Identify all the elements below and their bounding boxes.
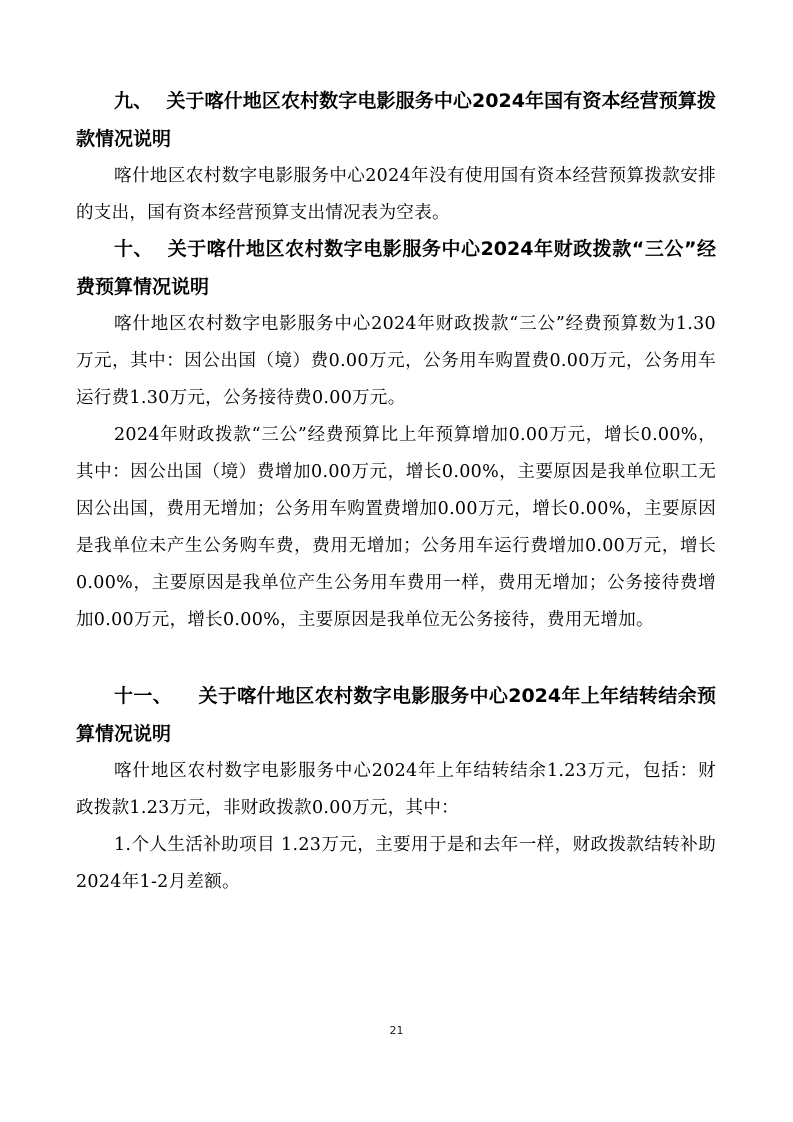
section-title: 关于喀什地区农村数字电影服务中心2024年国有资本经营预算拨款情况说明 — [76, 90, 716, 150]
section-number: 十、 — [114, 238, 154, 260]
paragraph: 1.个人生活补助项目 1.23万元，主要用于是和去年一样，财政拨款结转补助2024年1-2月差额。 — [76, 835, 716, 892]
section-title: 关于喀什地区农村数字电影服务中心2024年财政拨款“三公”经费预算情况说明 — [76, 238, 716, 298]
section-number: 十一、 — [114, 685, 173, 707]
section-number: 九、 — [114, 90, 153, 112]
section-heading — [76, 82, 716, 158]
section-eleven — [76, 677, 716, 901]
paragraph: 2024年财政拨款“三公”经费预算比上年预算增加0.00万元，增长0.00%，其中：因公出国（境）费增加0.00万元，增长0.00%，主要原因是我单位职工无因公出国，费用无增加；公务用车购置费增加0.00万元，增长0.00%，主要原因是我单位未产生公务购车费，费用无增加；公务用车运行费增加0.00万元，增长0.00%，主要原因是我单位产生公务用车费用一样，费用无增加；公务接待费增加0.00万元，增长0.00%，主要原因是我单位无公务接待，费用无增加。 — [76, 425, 716, 630]
page-number: 21 — [389, 1024, 404, 1037]
section-heading — [76, 230, 716, 306]
section-ten — [76, 230, 716, 639]
section-title: 关于喀什地区农村数字电影服务中心2024年上年结转结余预算情况说明 — [76, 685, 716, 745]
paragraph: 喀什地区农村数字电影服务中心2024年上年结转结余1.23万元，包括：财政拨款1.23万元，非财政拨款0.00万元，其中： — [76, 761, 716, 818]
paragraph: 喀什地区农村数字电影服务中心2024年没有使用国有资本经营预算拨款安排的支出，国有资本经营预算支出情况表为空表。 — [76, 166, 716, 223]
section-heading — [76, 677, 716, 753]
section-nine — [76, 82, 716, 232]
paragraph: 喀什地区农村数字电影服务中心2024年财政拨款“三公”经费预算数为1.30万元，其中：因公出国（境）费0.00万元，公务用车购置费0.00万元，公务用车运行费1.30万元，公务接待费0.00万元。 — [76, 314, 716, 408]
